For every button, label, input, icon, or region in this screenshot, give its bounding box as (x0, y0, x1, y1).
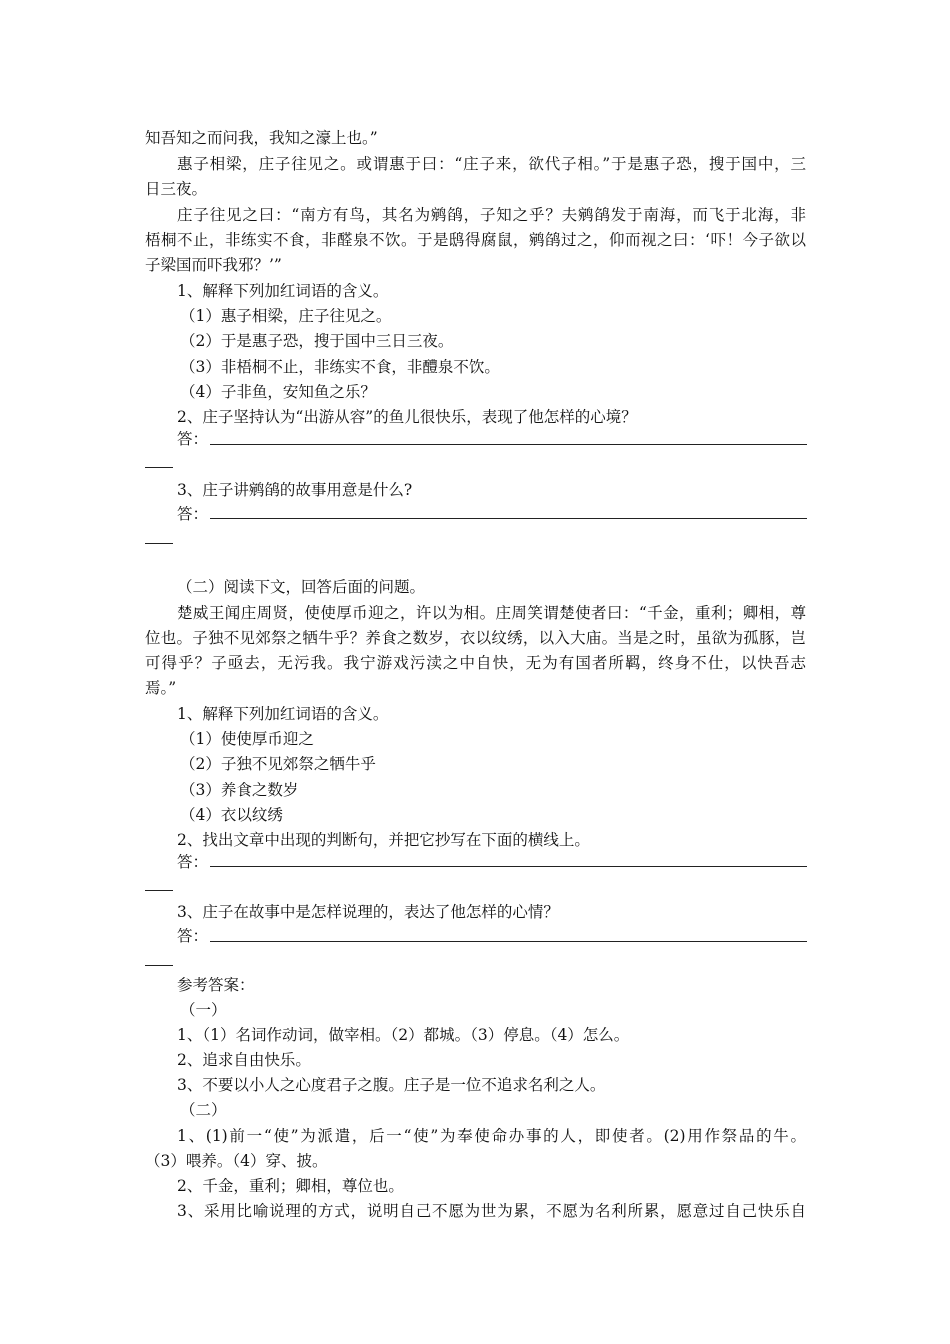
answer-line-continuation (145, 965, 173, 966)
answer-text: 3、采用比喻说理的方式，说明自己不愿为世为累，不愿为名利所累，愿意过自己快乐自 (177, 1202, 806, 1220)
question-item: （4）子非鱼，安知鱼之乐？ (180, 383, 376, 401)
question-2: 2、找出文章中出现的判断句，并把它抄写在下面的横线上。 (177, 831, 590, 849)
passage-line: 楚威王闻庄周贤，使使厚币迎之，许以为相。庄周笑谓楚使者曰：“千金，重利；卿相，尊 (177, 604, 806, 622)
answers-section: （一） (180, 1001, 227, 1019)
passage-line: 日三夜。 (145, 180, 208, 198)
question-1: 1、解释下列加红词语的含义。 (177, 282, 389, 300)
question-item: （3）非梧桐不止，非练实不食，非醴泉不饮。 (180, 358, 500, 376)
answer-text: 3、不要以小人之心度君子之腹。庄子是一位不追求名利之人。 (177, 1076, 606, 1094)
question-3: 3、庄子讲鹓鹐的故事用意是什么? (177, 481, 413, 499)
passage-line: 知吾知之而问我，我知之濠上也。” (145, 129, 378, 147)
question-item: （4）衣以纹绣 (180, 806, 283, 824)
question-item: （2）于是惠子恐，搜于国中三日三夜。 (180, 332, 454, 350)
answer-line[interactable] (210, 518, 807, 519)
answer-text: 2、千金，重利；卿相，尊位也。 (177, 1177, 404, 1195)
answer-label: 答： (177, 853, 209, 871)
question-item: （3）养食之数岁 (180, 781, 299, 799)
answer-label: 答： (177, 927, 209, 945)
answer-line[interactable] (210, 444, 807, 445)
answer-label: 答： (177, 505, 209, 523)
answers-title: 参考答案： (177, 976, 255, 994)
passage-line: 焉。” (145, 679, 177, 697)
answer-line[interactable] (210, 941, 807, 942)
question-2: 2、庄子坚持认为“出游从容”的鱼儿很快乐，表现了他怎样的心境？ (177, 408, 637, 426)
answer-line-continuation (145, 467, 173, 468)
question-3: 3、庄子在故事中是怎样说理的，表达了他怎样的心情？ (177, 903, 559, 921)
question-1: 1、解释下列加红词语的含义。 (177, 705, 389, 723)
answer-line[interactable] (210, 866, 807, 867)
passage-line: 庄子往见之曰：“南方有鸟，其名为鹓鹐，子知之乎？夫鹓鹐发于南海，而飞于北海，非 (177, 206, 806, 224)
passage-line: 子梁国而吓我邪？’” (145, 256, 282, 274)
passage-line: 梧桐不止，非练实不食，非醛泉不饮。于是鸱得腐鼠，鹓鹐过之，仰而视之曰：‘吓！今子欲以 (145, 231, 806, 249)
passage-line: 惠子相梁，庄子往见之。或谓惠于曰：“庄子来，欲代子相。”于是惠子恐，搜于国中，三 (177, 155, 806, 173)
answer-text: （3）喂养。（4）穿、披。 (145, 1152, 328, 1170)
answer-label: 答： (177, 430, 209, 448)
answer-line-continuation (145, 543, 173, 544)
passage-line: 可得乎？子亟去，无污我。我宁游戏污渎之中自快，无为有国者所羁，终身不仕，以快吾志 (145, 654, 806, 672)
answers-section: （二） (180, 1101, 227, 1119)
question-item: （1）惠子相梁，庄子往见之。 (180, 307, 392, 325)
answer-text: 1、(1)前一“使”为派遣，后一“使”为奉使命办事的人，即使者。(2)用作祭品的牛。 (177, 1127, 806, 1145)
section-heading: （二）阅读下文，回答后面的问题。 (177, 578, 426, 596)
answer-text: 2、追求自由快乐。 (177, 1051, 311, 1069)
question-item: （2）子独不见郊祭之牺牛乎 (180, 755, 376, 773)
question-item: （1）使使厚币迎之 (180, 730, 314, 748)
passage-line: 位也。子独不见郊祭之牺牛乎？养食之数岁，衣以纹绣，以入大庙。当是之时，虽欲为孤豚，岂 (145, 629, 806, 647)
answer-text: 1、（1）名词作动词，做宰相。（2）都城。（3）停息。（4）怎么。 (177, 1026, 630, 1044)
answer-line-continuation (145, 890, 173, 891)
